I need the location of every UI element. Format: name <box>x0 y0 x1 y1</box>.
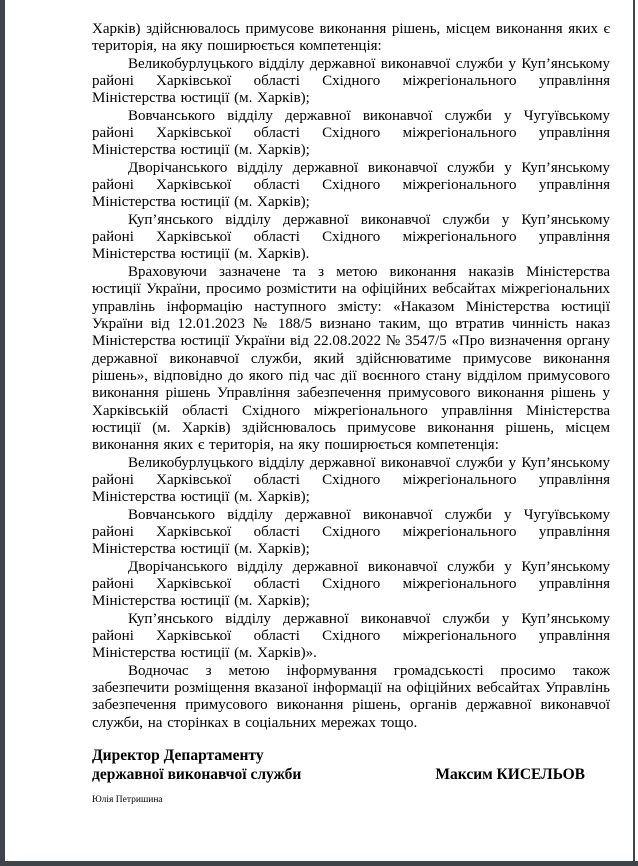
paragraph-11: Водночас з метою інформування громадськості просимо також забезпечити розміщення вказаної інформації на офіційних вебсайтах Управлінь забезпечення примусового виконання рішень, органів державної виконавчої служби, на сторінках в соціальних мережах тощо. <box>92 662 610 731</box>
signer-position-line2: державної виконавчої служби <box>92 766 302 784</box>
paragraph-8: Вовчанського відділу державної виконавчої служби у Чугуївському районі Харківської області Східного міжрегіонального управління Міністерства юстиції (м. Харків); <box>92 506 610 558</box>
paragraph-3: Вовчанського відділу державної виконавчої служби у Чугуївському районі Харківської області Східного міжрегіонального управління Міністерства юстиції (м. Харків); <box>92 107 610 159</box>
page-border-right <box>633 0 635 866</box>
paragraph-6: Враховуючи зазначене та з метою виконання наказів Міністерства юстиції України, просимо розмістити на офіційних вебсайтах міжрегіональних управлінь інформацію наступного змісту: «Наказом Міністерства юстиції України від 12.01.2023 № 188/5 визнано таким, що втратив чинність наказ Міністерства юстиції України від 22.08.2022 № 3547/5 «Про визначення органу державної виконавчої служби, який здійснюватиме примусове виконання рішень», відповідно до якого під час дії воєнного стану відділом примусового виконання рішень Управління забезпечення примусового виконання рішень у Харківській області Східного міжрегіонального управління Міністерства юстиції (м. Харків) здійснювалось примусове виконання рішень, місцем виконання яких є територія, на яку поширюється компетенція: <box>92 263 610 454</box>
paragraph-7: Великобурлуцького відділу державної виконавчої служби у Куп’янському районі Харківської області Східного міжрегіонального управління Міністерства юстиції (м. Харків); <box>92 454 610 506</box>
signer-name: Максим КИСЕЛЬОВ <box>435 766 585 784</box>
signer-position <box>92 746 301 784</box>
page-border-left <box>0 0 5 866</box>
paragraph-10: Куп’янського відділу державної виконавчої служби у Куп’янському районі Харківської області Східного міжрегіонального управління Міністерства юстиції (м. Харків)». <box>92 610 610 662</box>
paragraph-5: Куп’янського відділу державної виконавчої служби у Куп’янському районі Харківської області Східного міжрегіонального управління Міністерства юстиції (м. Харків). <box>92 211 610 263</box>
signature-block <box>92 746 610 784</box>
signer-position-line1: Директор Департаменту <box>92 747 264 765</box>
executor-name: Юлія Петришина <box>92 795 163 806</box>
paragraph-9: Дворічанського відділу державної виконавчої служби у Куп’янському районі Харківської області Східного міжрегіонального управління Міністерства юстиції (м. Харків); <box>92 558 610 610</box>
paragraph-2: Великобурлуцького відділу державної виконавчої служби у Куп’янському районі Харківської області Східного міжрегіонального управління Міністерства юстиції (м. Харків); <box>92 55 610 107</box>
paragraph-4: Дворічанського відділу державної виконавчої служби у Куп’янському районі Харківської області Східного міжрегіонального управління Міністерства юстиції (м. Харків); <box>92 159 610 211</box>
page-border-bottom <box>0 861 638 866</box>
paragraph-1: Харків) здійснювалось примусове виконання рішень, місцем виконання яких є територія, на яку поширюється компетенція: <box>92 21 610 55</box>
document-body <box>92 21 610 806</box>
